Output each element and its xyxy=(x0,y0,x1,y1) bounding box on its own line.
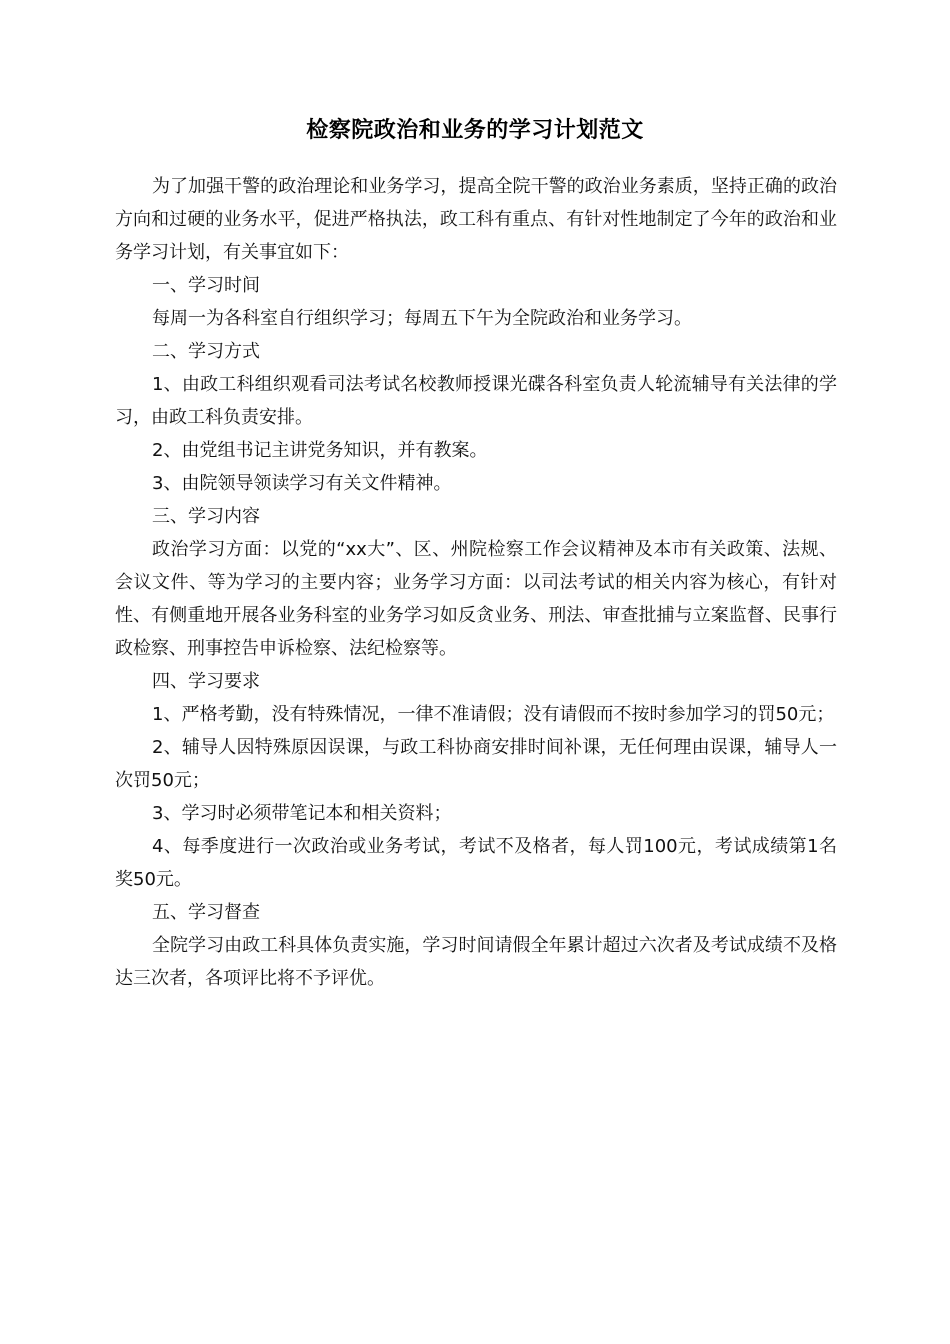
paragraph-supervision: 全院学习由政工科具体负责实施，学习时间请假全年累计超过六次者及考试成绩不及格达三次者，各项评比将不予评优。 xyxy=(115,935,837,989)
list-item-method-2: 2、由党组书记主讲党务知识，并有教案。 xyxy=(152,440,488,461)
section-heading-supervision: 五、学习督查 xyxy=(152,902,260,923)
document-body xyxy=(115,170,837,995)
section-heading-method: 二、学习方式 xyxy=(152,341,260,362)
list-item-requirement-2: 2、辅导人因特殊原因误课，与政工科协商安排时间补课，无任何理由误课，辅导人一次罚50元； xyxy=(115,737,837,791)
section-heading-time: 一、学习时间 xyxy=(152,275,260,296)
list-item-method-1: 1、由政工科组织观看司法考试名校教师授课光碟各科室负责人轮流辅导有关法律的学习，由政工科负责安排。 xyxy=(115,374,837,428)
list-item-requirement-1: 1、严格考勤，没有特殊情况，一律不准请假；没有请假而不按时参加学习的罚50元； xyxy=(152,704,835,725)
paragraph-content: 政治学习方面：以党的“xx大”、区、州院检察工作会议精神及本市有关政策、法规、会议文件、等为学习的主要内容；业务学习方面：以司法考试的相关内容为核心，有针对性、有侧重地开展各业务科室的业务学习如反贪业务、刑法、审查批捕与立案监督、民事行政检察、刑事控告申诉检察、法纪检察等。 xyxy=(115,539,837,659)
paragraph-time: 每周一为各科室自行组织学习；每周五下午为全院政治和业务学习。 xyxy=(152,308,692,329)
list-item-method-3: 3、由院领导领读学习有关文件精神。 xyxy=(152,473,452,494)
paragraph-intro: 为了加强干警的政治理论和业务学习，提高全院干警的政治业务素质，坚持正确的政治方向和过硬的业务水平，促进严格执法，政工科有重点、有针对性地制定了今年的政治和业务学习计划，有关事宜如下： xyxy=(115,176,837,263)
list-item-requirement-4: 4、每季度进行一次政治或业务考试，考试不及格者，每人罚100元，考试成绩第1名奖50元。 xyxy=(115,836,837,890)
document-title: 检察院政治和业务的学习计划范文 xyxy=(306,118,644,143)
section-heading-content: 三、学习内容 xyxy=(152,506,260,527)
list-item-requirement-3: 3、学习时必须带笔记本和相关资料； xyxy=(152,803,452,824)
section-heading-requirements: 四、学习要求 xyxy=(152,671,260,692)
